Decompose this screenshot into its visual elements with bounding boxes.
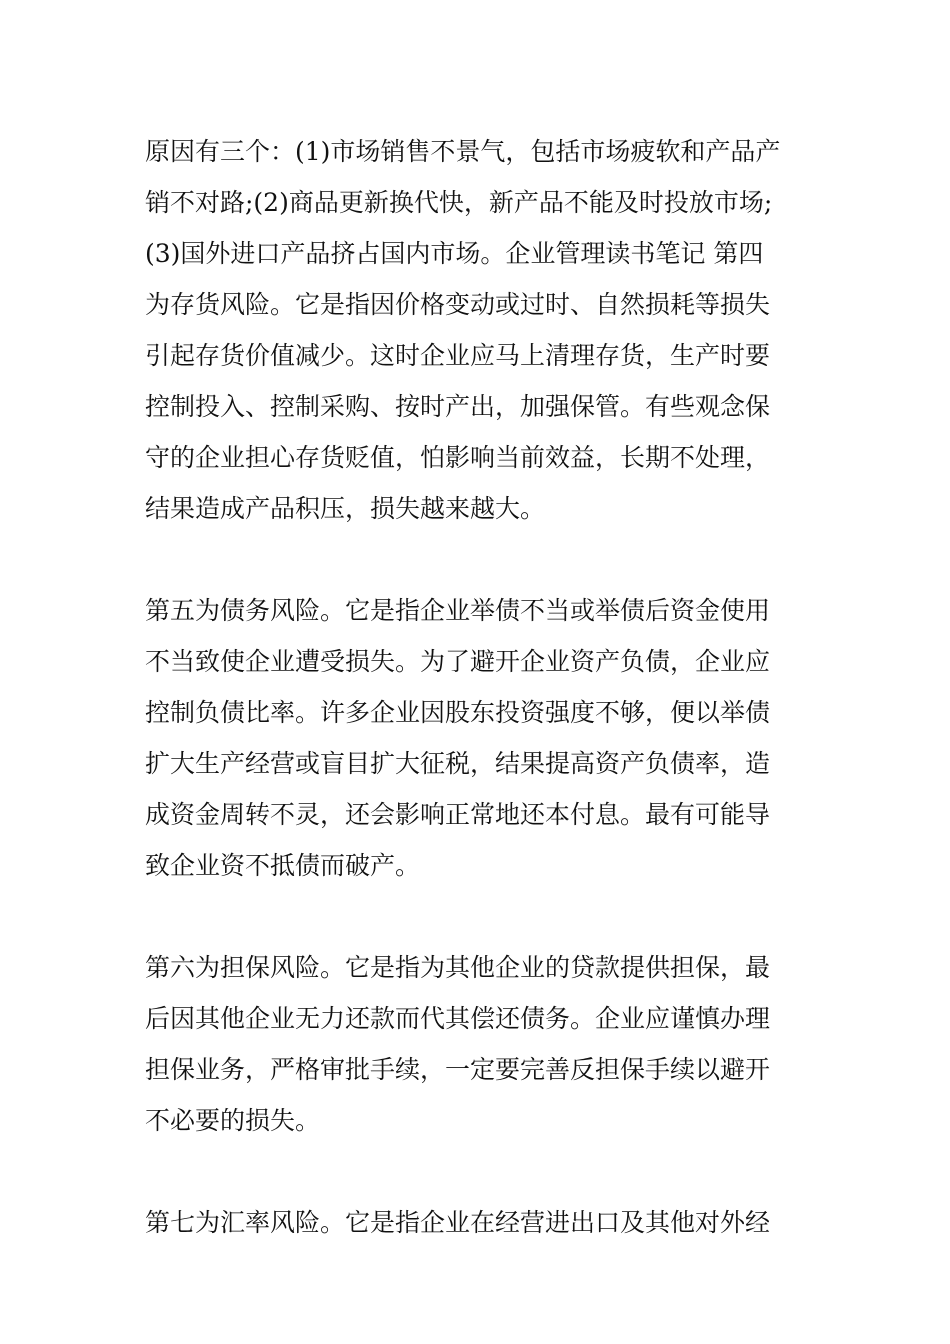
paragraph-spacer	[145, 1146, 810, 1197]
paragraph-spacer	[145, 534, 810, 585]
text-line: 扩大生产经营或盲目扩大征税，结果提高资产负债率，造	[145, 749, 771, 778]
text-line: 致企业资不抵债而破产。	[145, 851, 421, 880]
text-line: 为存货风险。它是指因价格变动或过时、自然损耗等损失	[145, 290, 771, 319]
text-line: (3)国外进口产品挤占国内市场。企业管理读书笔记 第四	[145, 239, 764, 268]
text-line: 守的企业担心存货贬值，怕影响当前效益，长期不处理，	[145, 443, 771, 472]
text-line: 原因有三个：(1)市场销售不景气，包括市场疲软和产品产	[145, 137, 781, 166]
paragraph-spacer	[145, 891, 810, 942]
text-line: 第五为债务风险。它是指企业举债不当或举债后资金使用	[145, 596, 771, 625]
paragraph-2	[145, 585, 810, 891]
text-line: 不必要的损失。	[145, 1106, 321, 1135]
paragraph-4	[145, 1197, 810, 1248]
document-body	[145, 126, 810, 1248]
text-line: 后因其他企业无力还款而代其偿还债务。企业应谨慎办理	[145, 1004, 771, 1033]
text-line: 不当致使企业遭受损失。为了避开企业资产负债，企业应	[145, 647, 771, 676]
text-line: 第六为担保风险。它是指为其他企业的贷款提供担保，最	[145, 953, 771, 982]
paragraph-3	[145, 942, 810, 1146]
text-line: 成资金周转不灵，还会影响正常地还本付息。最有可能导	[145, 800, 771, 829]
text-line: 担保业务，严格审批手续，一定要完善反担保手续以避开	[145, 1055, 771, 1084]
text-line: 控制负债比率。许多企业因股东投资强度不够，便以举债	[145, 698, 771, 727]
text-line: 控制投入、控制采购、按时产出，加强保管。有些观念保	[145, 392, 771, 421]
text-line: 结果造成产品积压，损失越来越大。	[145, 494, 546, 523]
paragraph-1	[145, 126, 810, 534]
text-line: 第七为汇率风险。它是指企业在经营进出口及其他对外经	[145, 1208, 771, 1237]
text-line: 销不对路;(2)商品更新换代快，新产品不能及时投放市场;	[145, 188, 773, 217]
text-line: 引起存货价值减少。这时企业应马上清理存货，生产时要	[145, 341, 771, 370]
